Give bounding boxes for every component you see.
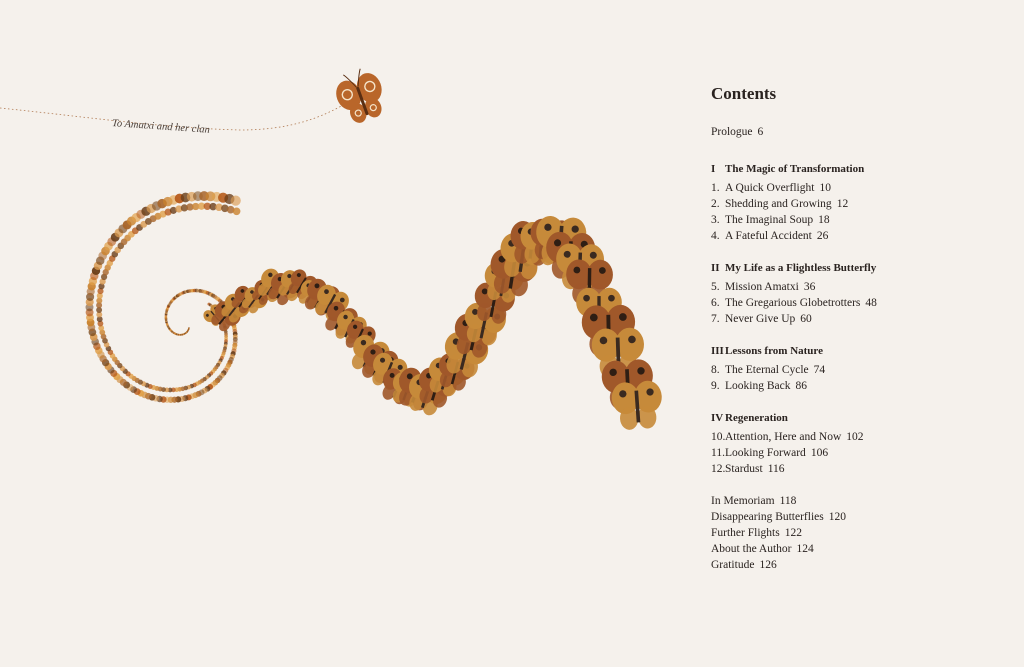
chapter-page: 26: [816, 230, 829, 242]
chapter-page: 106: [810, 447, 829, 459]
dotted-spiral: [86, 191, 241, 403]
chapter-title: Attention, Here and Now: [725, 431, 842, 443]
toc-entry-chapter[interactable]: [711, 180, 1011, 196]
chapter-number: 3.: [711, 214, 720, 226]
entry-title: Gratitude: [711, 559, 755, 571]
chapter-page: 86: [795, 380, 807, 392]
toc-entry-prologue[interactable]: [711, 124, 1011, 140]
part-title: My Life as a Flightless Butterfly: [725, 262, 877, 274]
chapter-page: 36: [803, 281, 816, 293]
copper-butterfly-icon: [330, 64, 391, 128]
chapter-title: A Quick Overflight: [725, 182, 815, 194]
toc-title: Contents: [711, 84, 777, 103]
entry-page: 118: [779, 495, 797, 507]
chapter-number: 8.: [711, 364, 720, 376]
toc-entry-backmatter[interactable]: [711, 509, 1011, 525]
chapter-page: 74: [813, 364, 826, 376]
chapter-page: 18: [818, 214, 830, 226]
part-title: The Magic of Transformation: [725, 163, 865, 175]
part-title: Regeneration: [725, 412, 788, 424]
entry-title: In Memoriam: [711, 495, 775, 507]
toc-part-1: [711, 161, 1011, 244]
entry-title: Prologue: [711, 126, 753, 138]
entry-page: 122: [784, 527, 802, 539]
chapter-title: Shedding and Growing: [725, 198, 832, 210]
table-of-contents: [711, 84, 1011, 573]
part-numeral: IV: [711, 412, 724, 424]
entry-page: 6: [757, 126, 764, 138]
toc-entry-chapter[interactable]: [711, 228, 1011, 244]
chapter-number: 7.: [711, 313, 720, 325]
part-title: Lessons from Nature: [725, 345, 823, 357]
chapter-number: 11.: [711, 447, 725, 459]
chapter-number: 4.: [711, 230, 720, 242]
chapter-title: A Fateful Accident: [725, 230, 812, 242]
toc-entry-backmatter[interactable]: [711, 541, 1011, 557]
chapter-number: 6.: [711, 297, 720, 309]
toc-entry-chapter[interactable]: [711, 362, 1011, 378]
chapter-number: 9.: [711, 380, 720, 392]
chapter-page: 60: [800, 313, 812, 325]
chapter-title: Looking Forward: [725, 447, 806, 459]
chapter-page: 102: [846, 431, 864, 443]
toc-entry-chapter[interactable]: [711, 445, 1011, 461]
butterfly-wave: [201, 215, 664, 431]
toc-entry-chapter[interactable]: [711, 212, 1011, 228]
chapter-number: 2.: [711, 198, 720, 210]
dedication: To Amatxi and her clan: [111, 118, 211, 136]
toc-part-2: [711, 260, 1011, 327]
chapter-page: 116: [767, 463, 785, 475]
chapter-title: The Gregarious Globetrotters: [725, 297, 861, 309]
chapter-number: 10.: [711, 431, 726, 443]
toc-entry-chapter[interactable]: [711, 295, 1011, 311]
part-numeral: II: [711, 262, 720, 274]
toc-entry-chapter[interactable]: [711, 196, 1011, 212]
entry-page: 126: [759, 559, 777, 571]
toc-backmatter: [711, 493, 1011, 573]
toc-entry-chapter[interactable]: [711, 311, 1011, 327]
part-numeral: III: [711, 345, 724, 357]
chapter-title: The Imaginal Soup: [725, 214, 814, 226]
entry-page: 120: [828, 511, 846, 523]
chapter-title: Mission Amatxi: [725, 281, 799, 293]
chapter-title: Never Give Up: [725, 313, 796, 325]
toc-part-4: [711, 410, 1011, 477]
toc-entry-chapter[interactable]: [711, 378, 1011, 394]
toc-part-3: [711, 343, 1011, 394]
part-numeral: I: [711, 163, 716, 175]
toc-entry-chapter[interactable]: [711, 279, 1011, 295]
chapter-title: Looking Back: [725, 380, 791, 392]
toc-entry-backmatter[interactable]: [711, 493, 1011, 509]
toc-entry-chapter[interactable]: [711, 461, 1011, 477]
toc-entry-backmatter[interactable]: [711, 525, 1011, 541]
part-heading[interactable]: [711, 343, 1011, 359]
chapter-title: The Eternal Cycle: [725, 364, 809, 376]
entry-title: Further Flights: [711, 527, 780, 539]
part-heading[interactable]: [711, 410, 1011, 426]
chapter-page: 10: [819, 182, 831, 194]
entry-title: About the Author: [711, 543, 792, 555]
chapter-page: 12: [836, 198, 849, 210]
chapter-number: 12.: [711, 463, 726, 475]
toc-entry-chapter[interactable]: [711, 429, 1011, 445]
chapter-page: 48: [865, 297, 877, 309]
chapter-number: 5.: [711, 281, 720, 293]
chapter-number: 1.: [711, 182, 720, 194]
entry-title: Disappearing Butterflies: [711, 511, 824, 523]
part-heading[interactable]: [711, 260, 1011, 276]
toc-entry-backmatter[interactable]: [711, 557, 1011, 573]
chapter-title: Stardust: [725, 463, 763, 475]
entry-page: 124: [796, 543, 814, 555]
part-heading[interactable]: [711, 161, 1011, 177]
